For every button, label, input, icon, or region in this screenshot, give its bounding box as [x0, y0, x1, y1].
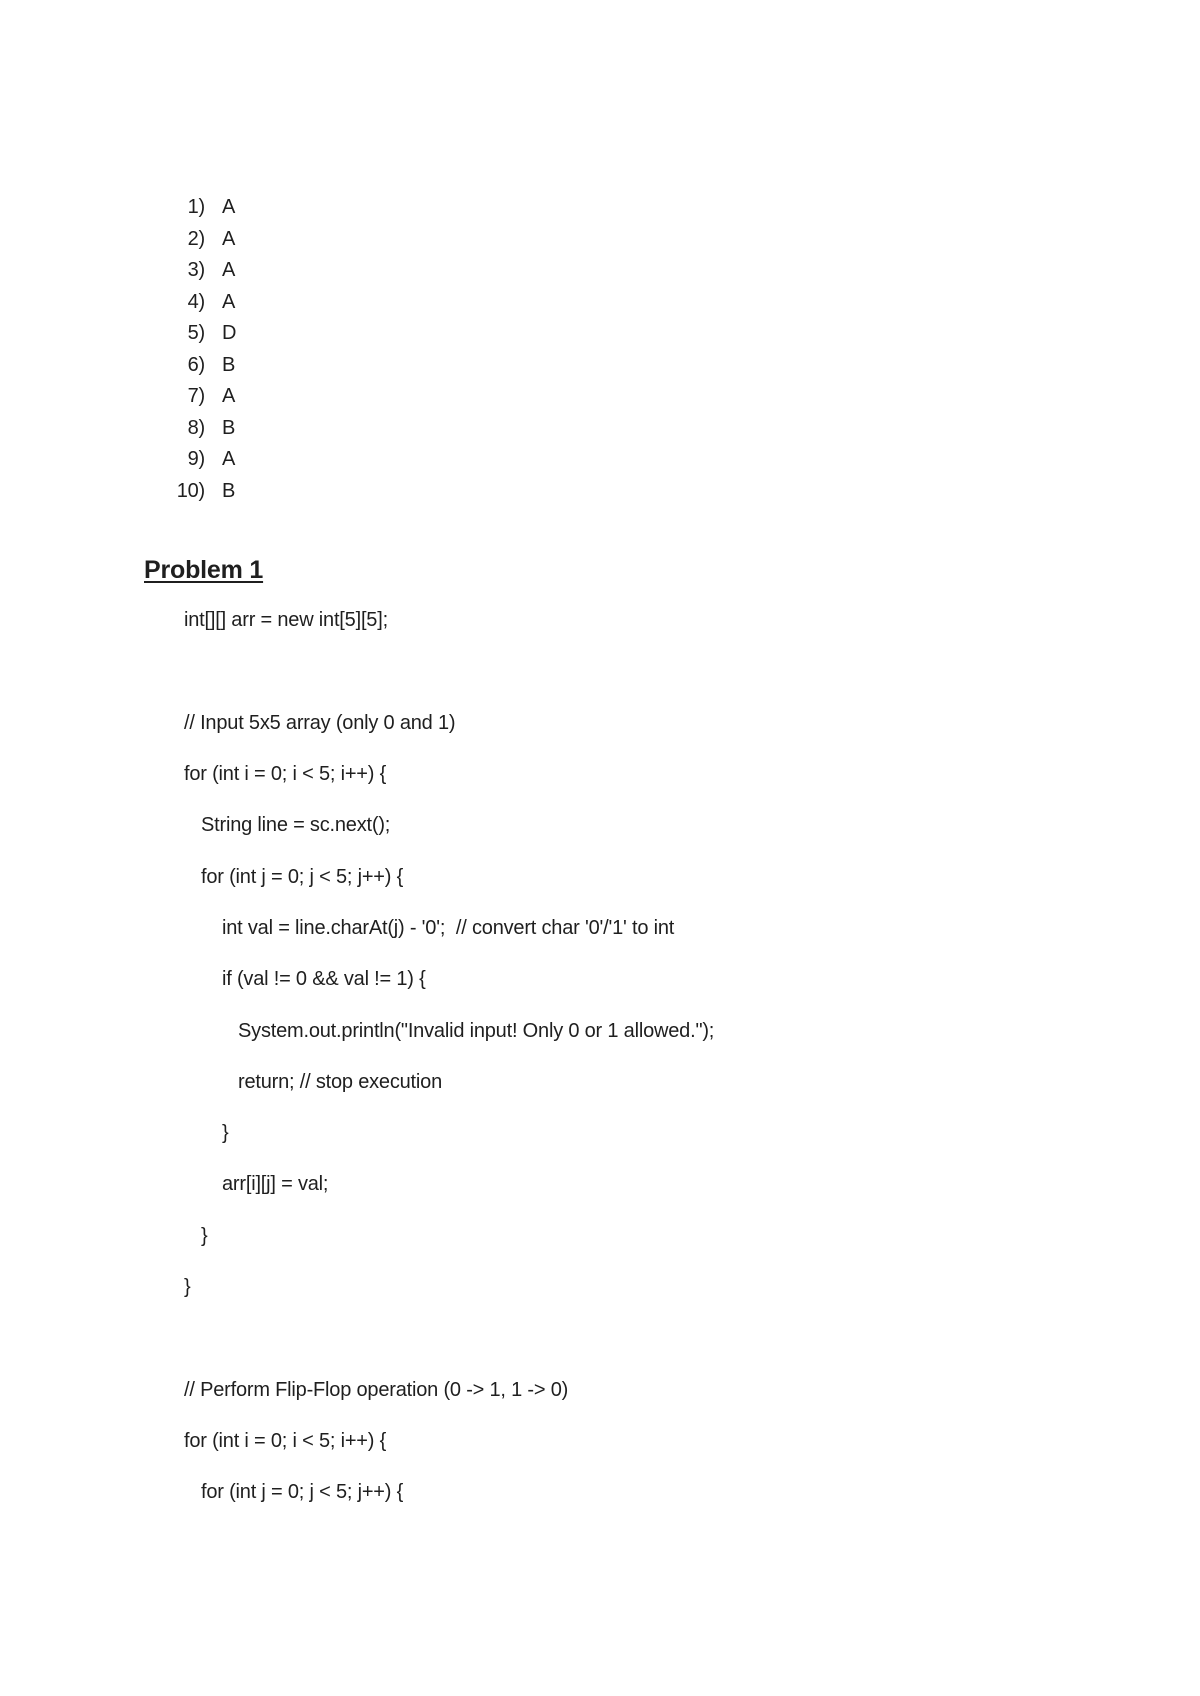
answer-list [175, 192, 236, 507]
code-line-blank [184, 1313, 714, 1364]
answer-letter: B [222, 479, 236, 502]
answer-number: 10) [176, 479, 205, 502]
answer-number: 9) [187, 448, 205, 471]
code-line: // Input 5x5 array (only 0 and 1) [184, 711, 456, 734]
code-line: for (int j = 0; j < 5; j++) { [201, 865, 404, 888]
answer-letter: A [222, 259, 236, 282]
code-line: // Perform Flip-Flop operation (0 -> 1, 1 -> 0) [184, 1378, 569, 1401]
answer-letter: B [222, 353, 236, 376]
answer-item [175, 318, 236, 350]
answer-letter: B [222, 416, 236, 439]
code-line: int val = line.charAt(j) - '0'; // convert char '0'/'1' to int [222, 916, 675, 939]
code-line: for (int j = 0; j < 5; j++) { [201, 1481, 404, 1504]
problem-title: Problem 1 [144, 556, 264, 584]
answer-item [175, 444, 236, 476]
answer-item [175, 476, 236, 508]
answer-letter: D [222, 322, 237, 345]
answer-number: 1) [187, 196, 205, 219]
answer-number: 5) [187, 322, 205, 345]
code-line: arr[i][j] = val; [222, 1173, 329, 1196]
code-line-blank [184, 646, 714, 697]
answer-item [175, 192, 236, 224]
answer-letter: A [222, 385, 236, 408]
answer-letter: A [222, 227, 236, 250]
code-line: } [222, 1122, 229, 1145]
code-line: return; // stop execution [238, 1070, 443, 1093]
answer-number: 7) [187, 385, 205, 408]
code-line: if (val != 0 && val != 1) { [222, 968, 426, 991]
answer-item [175, 287, 236, 319]
answer-letter: A [222, 196, 236, 219]
answer-letter: A [222, 290, 236, 313]
code-line: System.out.println("Invalid input! Only 0 or 1 allowed."); [238, 1019, 715, 1042]
answer-item [175, 381, 236, 413]
answer-item [175, 413, 236, 445]
code-line: } [184, 1276, 191, 1298]
answer-number: 3) [187, 259, 205, 282]
answer-item [175, 255, 236, 287]
code-line: String line = sc.next(); [201, 814, 391, 837]
answer-number: 4) [187, 290, 205, 313]
answer-number: 6) [187, 353, 205, 376]
code-line: for (int i = 0; i < 5; i++) { [184, 1429, 387, 1452]
answer-number: 8) [187, 416, 205, 439]
answer-number: 2) [187, 227, 205, 250]
code-line: for (int i = 0; i < 5; i++) { [184, 763, 387, 786]
answer-item [175, 350, 236, 382]
answer-letter: A [222, 448, 236, 471]
answer-item [175, 224, 236, 256]
code-line: int[][] arr = new int[5][5]; [184, 609, 388, 632]
code-block [184, 595, 714, 1518]
code-line: } [201, 1224, 208, 1247]
